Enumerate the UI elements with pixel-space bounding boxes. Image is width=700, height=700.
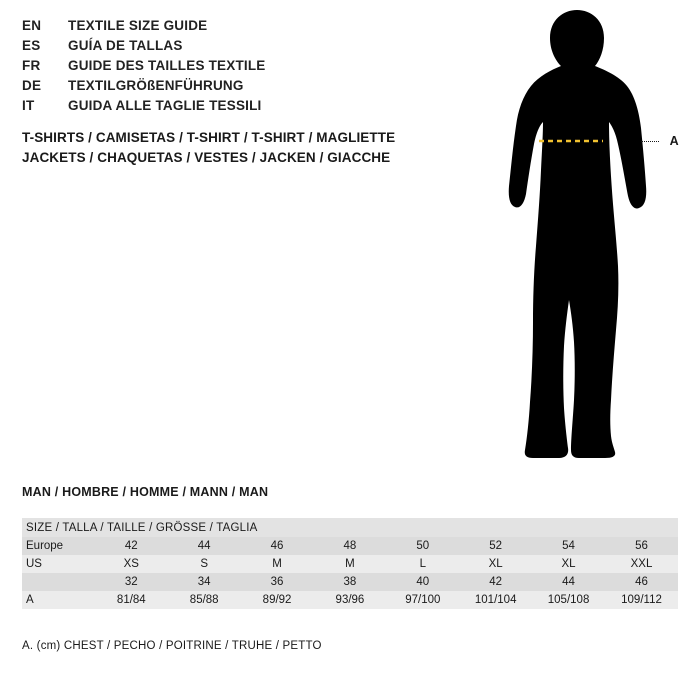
cell: 40 — [386, 573, 459, 591]
row-label: Europe — [22, 537, 95, 555]
cell: 42 — [95, 537, 168, 555]
cell: XL — [459, 555, 532, 573]
table-row — [22, 537, 678, 555]
size-table — [22, 518, 678, 609]
language-row-en — [22, 18, 452, 38]
cell: 89/92 — [241, 591, 314, 609]
language-title: GUIDE DES TAILLES TEXTILE — [68, 58, 266, 73]
language-title: TEXTILE SIZE GUIDE — [68, 18, 208, 33]
cell: 101/104 — [459, 591, 532, 609]
cell: 48 — [314, 537, 387, 555]
language-row-fr — [22, 58, 452, 78]
cell: 105/108 — [532, 591, 605, 609]
cell: 81/84 — [95, 591, 168, 609]
language-title: GUÍA DE TALLAS — [68, 38, 183, 53]
row-label: A — [22, 591, 95, 609]
category-block — [22, 128, 462, 168]
language-code: FR — [22, 58, 41, 73]
language-code: IT — [22, 98, 35, 113]
cell: L — [386, 555, 459, 573]
cell: 32 — [95, 573, 168, 591]
language-row-es — [22, 38, 452, 58]
cell: M — [314, 555, 387, 573]
cell: XXL — [605, 555, 678, 573]
language-code: ES — [22, 38, 41, 53]
cell: 34 — [168, 573, 241, 591]
cell: 52 — [459, 537, 532, 555]
table-title-row — [22, 518, 678, 537]
cell: M — [241, 555, 314, 573]
measure-leader-line — [641, 141, 659, 142]
cell: 38 — [314, 573, 387, 591]
language-title: GUIDA ALLE TAGLIE TESSILI — [68, 98, 262, 113]
cell: XS — [95, 555, 168, 573]
cell: 44 — [532, 573, 605, 591]
table-row — [22, 555, 678, 573]
cell: 44 — [168, 537, 241, 555]
cell: 42 — [459, 573, 532, 591]
cell: 109/112 — [605, 591, 678, 609]
cell: 56 — [605, 537, 678, 555]
table-row — [22, 591, 678, 609]
language-header-block — [22, 18, 452, 118]
cell: 54 — [532, 537, 605, 555]
cell: S — [168, 555, 241, 573]
male-silhouette-figure — [455, 8, 685, 468]
cell: 50 — [386, 537, 459, 555]
man-section-heading: MAN / HOMBRE / HOMME / MANN / MAN — [22, 485, 269, 499]
language-code: EN — [22, 18, 42, 33]
row-label — [22, 573, 95, 591]
cell: 46 — [605, 573, 678, 591]
language-title: TEXTILGRÖßENFÜHRUNG — [68, 78, 244, 93]
category-line-jackets: JACKETS / CHAQUETAS / VESTES / JACKEN / GIACCHE — [22, 150, 391, 165]
table-title: SIZE / TALLA / TAILLE / GRÖSSE / TAGLIA — [22, 518, 678, 537]
size-table-wrap — [22, 518, 678, 609]
category-line-tshirts: T-SHIRTS / CAMISETAS / T-SHIRT / T-SHIRT / MAGLIETTE — [22, 130, 396, 145]
language-code: DE — [22, 78, 42, 93]
table-row — [22, 573, 678, 591]
language-row-it — [22, 98, 452, 118]
cell: 93/96 — [314, 591, 387, 609]
language-row-de — [22, 78, 452, 98]
cell: 85/88 — [168, 591, 241, 609]
cell: XL — [532, 555, 605, 573]
measure-label-a: A — [669, 134, 679, 148]
cell: 36 — [241, 573, 314, 591]
chest-footnote: A. (cm) CHEST / PECHO / POITRINE / TRUHE / PETTO — [22, 640, 322, 652]
silhouette-svg — [455, 8, 685, 468]
cell: 46 — [241, 537, 314, 555]
cell: 97/100 — [386, 591, 459, 609]
row-label: US — [22, 555, 95, 573]
